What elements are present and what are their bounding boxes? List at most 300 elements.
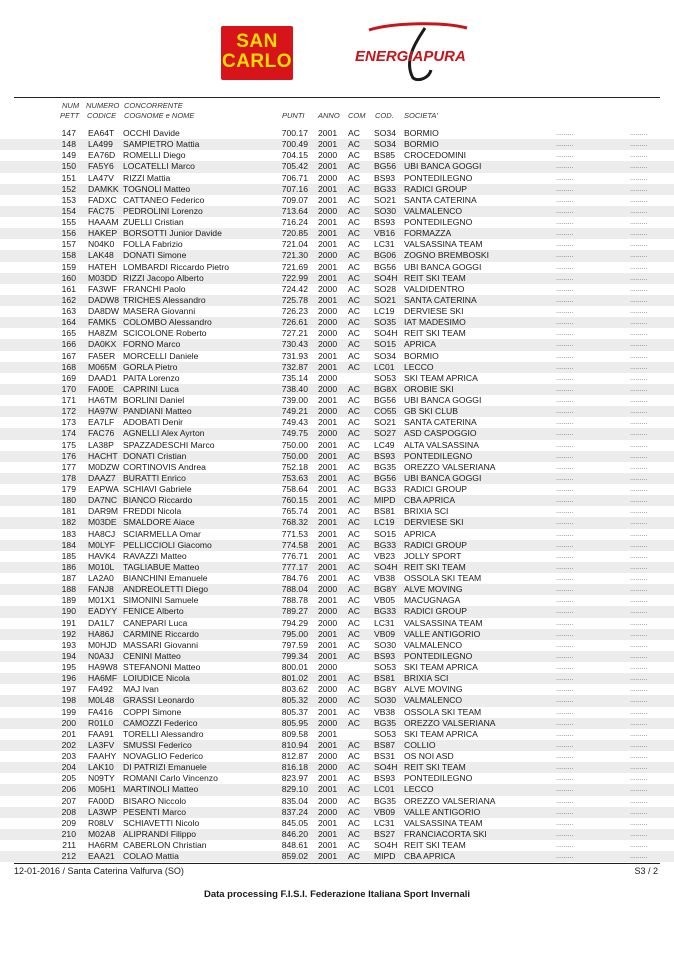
club-code: BG56 [374, 261, 396, 272]
club-code: LC19 [374, 517, 395, 528]
club-code: VB16 [374, 228, 396, 239]
table-row [0, 239, 674, 250]
pett-number: 169 [61, 372, 76, 383]
points: 705.42 [281, 161, 308, 172]
committee: AC [348, 773, 360, 784]
points: 760.15 [281, 495, 308, 506]
athlete-name: DONATI Cristian [123, 450, 187, 461]
athlete-code: HAAAM [88, 217, 119, 227]
athlete-code: M05H1 [88, 784, 116, 795]
placeholder-dots-1: ......... [556, 719, 574, 727]
club-code: CO55 [374, 406, 397, 417]
club-code: MIPD [374, 851, 396, 862]
athlete-name: ALIPRANDI Filippo [123, 828, 197, 839]
pett-number: 172 [61, 406, 76, 417]
points: 810.94 [281, 739, 308, 750]
athlete-code: LA38P [88, 439, 114, 450]
points: 794.29 [281, 617, 308, 628]
placeholder-dots-2: ......... [630, 697, 648, 705]
placeholder-dots-1: ......... [556, 152, 574, 160]
table-row [0, 673, 674, 684]
placeholder-dots-1: ......... [556, 508, 574, 516]
athlete-code: HAVK4 [88, 550, 116, 561]
club-code: VB09 [374, 628, 396, 639]
pett-number: 149 [61, 150, 76, 161]
athlete-name: SAMPIETRO Mattia [123, 139, 200, 150]
birth-year: 2000 [318, 250, 338, 261]
points: 735.14 [281, 372, 308, 383]
club-name: REIT SKI TEAM [404, 762, 466, 773]
athlete-code: M0DZW [88, 461, 120, 472]
birth-year: 2000 [318, 684, 338, 695]
placeholder-dots-2: ......... [630, 385, 648, 393]
table-row [0, 495, 674, 506]
table-row [0, 373, 674, 384]
athlete-code: FA5ER [88, 350, 116, 361]
table-row [0, 807, 674, 818]
placeholder-dots-2: ......... [630, 486, 648, 493]
header-anno: ANNO [318, 111, 340, 120]
header-com: COM [348, 111, 366, 120]
points: 784.76 [281, 573, 308, 583]
placeholder-dots-1: ......... [556, 853, 574, 861]
athlete-code: EA76D [88, 150, 116, 161]
club-code: BS93 [374, 450, 396, 461]
table-row [0, 796, 674, 807]
pett-number: 162 [61, 294, 76, 305]
athlete-name: DONATI Simone [123, 250, 187, 261]
club-code: SO53 [374, 372, 396, 383]
committee: AC [348, 595, 360, 606]
athlete-name: SIMONINI Samuele [123, 595, 199, 606]
placeholder-dots-2: ......... [630, 341, 648, 349]
birth-year: 2001 [318, 350, 338, 361]
placeholder-dots-2: ......... [630, 541, 648, 549]
athlete-code: FA5Y6 [88, 161, 114, 172]
committee: AC [348, 294, 360, 305]
athlete-name: OCCHI Davide [123, 128, 180, 138]
placeholder-dots-2: ......... [630, 530, 648, 538]
birth-year: 2001 [318, 650, 338, 661]
birth-year: 2001 [318, 239, 338, 250]
club-name: OREZZO VALSERIANA [404, 795, 496, 806]
table-row [0, 629, 674, 640]
birth-year: 2001 [318, 395, 338, 405]
committee: AC [348, 395, 360, 405]
athlete-name: ROMELLI Diego [123, 150, 186, 161]
birth-year: 2000 [318, 372, 338, 383]
placeholder-dots-2: ......... [630, 552, 648, 560]
athlete-name: CORTINOVIS Andrea [123, 461, 206, 472]
club-name: APRICA [404, 528, 436, 539]
table-row [0, 751, 674, 762]
club-code: SO53 [374, 662, 396, 672]
athlete-code: FA416 [88, 706, 113, 717]
athlete-name: SCIARMELLA Omar [123, 528, 201, 539]
athlete-name: ROMANI Carlo Vincenzo [123, 773, 218, 784]
athlete-code: DAAD1 [88, 372, 117, 383]
placeholder-dots-1: ......... [556, 486, 574, 493]
athlete-code: EAA21 [88, 851, 115, 862]
club-name: VALMALENCO [404, 695, 463, 706]
points: 788.78 [281, 595, 308, 606]
athlete-name: FRANCHI Paolo [123, 283, 186, 294]
athlete-code: EA64T [88, 128, 115, 138]
points: 859.02 [281, 851, 308, 862]
table-row [0, 506, 674, 517]
club-code: MIPD [374, 495, 396, 506]
club-code: BG35 [374, 717, 396, 728]
points: 706.71 [281, 172, 308, 183]
header-concorrente: CONCORRENTE [124, 101, 183, 110]
pett-number: 187 [61, 573, 76, 583]
athlete-name: FORNO Marco [123, 339, 181, 350]
points: 721.69 [281, 261, 308, 272]
placeholder-dots-1: ......... [556, 230, 574, 238]
birth-year: 2001 [318, 272, 338, 283]
athlete-name: MARTINOLI Matteo [123, 784, 199, 795]
pett-number: 186 [61, 561, 76, 572]
placeholder-dots-1: ......... [556, 630, 574, 638]
club-code: VB09 [374, 806, 396, 817]
club-code: SO28 [374, 283, 396, 294]
birth-year: 2000 [318, 606, 338, 617]
pett-number: 212 [61, 851, 76, 862]
committee: AC [348, 461, 360, 472]
points: 774.58 [281, 539, 308, 550]
athlete-code: M01X1 [88, 595, 116, 606]
table-row [0, 184, 674, 195]
athlete-name: SMUSSI Federico [123, 739, 192, 750]
athlete-name: NOVAGLIO Federico [123, 751, 204, 761]
club-code: LC01 [374, 784, 395, 795]
placeholder-dots-2: ......... [630, 575, 648, 582]
placeholder-dots-1: ......... [556, 308, 574, 315]
athlete-name: PEDROLINI Lorenzo [123, 205, 203, 216]
pett-number: 180 [61, 495, 76, 506]
committee: AC [348, 161, 360, 172]
placeholder-dots-1: ......... [556, 141, 574, 149]
club-code: SO4H [374, 328, 398, 339]
table-row [0, 840, 674, 851]
birth-year: 2001 [318, 628, 338, 639]
club-code: BG8Y [374, 584, 397, 595]
placeholder-dots-2: ......... [630, 597, 648, 605]
footer-rule [14, 863, 660, 864]
points: 777.17 [281, 561, 308, 572]
placeholder-dots-1: ......... [556, 219, 574, 226]
birth-year: 2001 [318, 851, 338, 862]
table-row [0, 551, 674, 562]
club-code: SO27 [374, 428, 396, 439]
pett-number: 184 [61, 539, 76, 550]
placeholder-dots-2: ......... [630, 786, 648, 794]
placeholder-dots-2: ......... [630, 508, 648, 516]
table-row [0, 740, 674, 751]
points: 750.00 [281, 450, 308, 461]
athlete-code: DA0KX [88, 339, 117, 350]
athlete-name: FENICE Alberto [123, 606, 184, 617]
club-code: SO30 [374, 695, 396, 706]
table-row [0, 262, 674, 273]
athlete-code: FANJ8 [88, 584, 114, 595]
table-row [0, 529, 674, 540]
pett-number: 156 [61, 228, 76, 239]
committee: AC [348, 306, 360, 316]
placeholder-dots-1: ......... [556, 463, 574, 471]
points: 732.87 [281, 361, 308, 372]
pett-number: 154 [61, 205, 76, 216]
placeholder-dots-1: ......... [556, 385, 574, 393]
placeholder-dots-2: ......... [630, 141, 648, 149]
placeholder-dots-2: ......... [630, 563, 648, 571]
points: 771.53 [281, 528, 308, 539]
athlete-name: COLAO Mattia [123, 851, 179, 862]
club-code: LC19 [374, 306, 395, 316]
birth-year: 2001 [318, 573, 338, 583]
points: 829.10 [281, 784, 308, 795]
placeholder-dots-2: ......... [630, 130, 648, 137]
athlete-name: PAITA Lorenzo [123, 372, 180, 383]
birth-year: 2000 [318, 662, 338, 672]
points: 700.49 [281, 139, 308, 150]
table-row [0, 640, 674, 651]
birth-year: 2001 [318, 128, 338, 138]
placeholder-dots-1: ......... [556, 808, 574, 816]
logos-header [0, 20, 674, 90]
athlete-code: HA6RM [88, 840, 119, 850]
birth-year: 2000 [318, 205, 338, 216]
club-name: BRIXIA SCI [404, 673, 449, 684]
birth-year: 2000 [318, 317, 338, 328]
athlete-name: SPAZZADESCHI Marco [123, 439, 215, 450]
points: 730.43 [281, 339, 308, 350]
pett-number: 179 [61, 484, 76, 494]
committee: AC [348, 361, 360, 372]
athlete-name: LOCATELLI Marco [123, 161, 195, 172]
points: 799.34 [281, 650, 308, 661]
table-row [0, 351, 674, 362]
placeholder-dots-2: ......... [630, 853, 648, 861]
table-row [0, 195, 674, 206]
table-row [0, 473, 674, 484]
committee: AC [348, 573, 360, 583]
club-name: SANTA CATERINA [404, 417, 477, 428]
club-name: CROCEDOMINI [404, 150, 467, 161]
club-name: VALSASSINA TEAM [404, 239, 483, 250]
points: 795.00 [281, 628, 308, 639]
placeholder-dots-2: ......... [630, 708, 648, 716]
committee: AC [348, 673, 360, 684]
placeholder-dots-2: ......... [630, 797, 648, 805]
club-code: BS87 [374, 739, 396, 750]
pett-number: 192 [61, 628, 76, 639]
athlete-code: HA8ZM [88, 328, 118, 339]
placeholder-dots-1: ......... [556, 341, 574, 349]
athlete-name: LOMBARDI Riccardo Pietro [123, 261, 230, 272]
energiapura-logo [355, 20, 475, 84]
birth-year: 2001 [318, 728, 338, 739]
placeholder-dots-1: ......... [556, 374, 574, 382]
placeholder-dots-2: ......... [630, 519, 648, 527]
energiapura-wordmark: ENERGIAPURA [355, 48, 466, 65]
points: 848.61 [281, 840, 308, 850]
club-code: SO21 [374, 294, 396, 305]
points: 758.64 [281, 484, 308, 494]
committee: AC [348, 561, 360, 572]
table-row [0, 284, 674, 295]
points: 738.40 [281, 383, 308, 394]
committee: AC [348, 495, 360, 506]
athlete-code: FAMK5 [88, 317, 117, 328]
pett-number: 150 [61, 161, 76, 172]
athlete-code: HATEH [88, 261, 117, 272]
points: 845.05 [281, 817, 308, 828]
athlete-code: M010L [88, 561, 115, 572]
club-name: OREZZO VALSERIANA [404, 717, 496, 728]
pett-number: 182 [61, 517, 76, 528]
athlete-name: COPPI Simone [123, 706, 182, 717]
birth-year: 2001 [318, 550, 338, 561]
placeholder-dots-2: ......... [630, 308, 648, 315]
club-name: SKI TEAM APRICA [404, 372, 478, 383]
committee: AC [348, 539, 360, 550]
club-code: SO35 [374, 317, 396, 328]
athlete-code: FAAHY [88, 751, 117, 761]
placeholder-dots-2: ......... [630, 219, 648, 226]
athlete-code: DAMKK [88, 183, 119, 194]
athlete-code: FAA91 [88, 728, 114, 739]
table-row [0, 484, 674, 495]
committee: AC [348, 383, 360, 394]
header-rule [14, 97, 660, 98]
table-row [0, 451, 674, 462]
club-code: VB38 [374, 573, 396, 583]
club-name: SANTA CATERINA [404, 194, 477, 205]
committee: AC [348, 695, 360, 706]
committee: AC [348, 784, 360, 795]
table-row [0, 729, 674, 740]
club-name: LECCO [404, 361, 434, 372]
placeholder-dots-2: ......... [630, 230, 648, 238]
club-code: BG56 [374, 395, 396, 405]
club-name: VALSASSINA TEAM [404, 817, 483, 828]
athlete-name: ANDREOLETTI Diego [123, 584, 209, 595]
pett-number: 202 [61, 739, 76, 750]
athlete-name: DI PATRIZI Emanuele [123, 762, 207, 773]
table-row [0, 718, 674, 729]
club-name: OS NOI ASD [404, 751, 454, 761]
club-name: OSSOLA SKI TEAM [404, 706, 482, 717]
placeholder-dots-2: ......... [630, 586, 648, 594]
pett-number: 200 [61, 717, 76, 728]
committee: AC [348, 739, 360, 750]
committee: AC [348, 817, 360, 828]
pett-number: 147 [61, 128, 76, 138]
club-name: COLLIO [404, 739, 436, 750]
athlete-name: CATTANEO Federico [123, 194, 205, 205]
athlete-name: MASSARI Giovanni [123, 639, 198, 650]
pett-number: 163 [61, 306, 76, 316]
club-code: SO4H [374, 272, 398, 283]
birth-year: 2001 [318, 784, 338, 795]
header-pett: PETT [60, 111, 80, 120]
athlete-name: TORELLI Alessandro [123, 728, 204, 739]
athlete-name: RIZZI Mattia [123, 172, 171, 183]
birth-year: 2001 [318, 595, 338, 606]
placeholder-dots-2: ......... [630, 652, 648, 660]
athlete-code: LAK48 [88, 250, 114, 261]
birth-year: 2001 [318, 773, 338, 784]
placeholder-dots-2: ......... [630, 163, 648, 171]
placeholder-dots-1: ......... [556, 753, 574, 760]
committee: AC [348, 339, 360, 350]
club-name: REIT SKI TEAM [404, 561, 466, 572]
table-row [0, 829, 674, 840]
athlete-code: HA8CJ [88, 528, 116, 539]
club-name: BORMIO [404, 350, 439, 361]
club-name: CBA APRICA [404, 851, 456, 862]
birth-year: 2000 [318, 283, 338, 294]
placeholder-dots-2: ......... [630, 608, 648, 616]
athlete-name: FREDDI Nicola [123, 506, 182, 517]
points: 709.07 [281, 194, 308, 205]
committee: AC [348, 617, 360, 628]
club-name: OROBIE SKI [404, 383, 454, 394]
club-code: BS31 [374, 751, 396, 761]
club-name: PONTEDILEGNO [404, 450, 473, 461]
placeholder-dots-1: ......... [556, 419, 574, 427]
pett-number: 208 [61, 806, 76, 817]
athlete-code: M0HJD [88, 639, 117, 650]
birth-year: 2001 [318, 183, 338, 194]
placeholder-dots-2: ......... [630, 463, 648, 471]
club-name: SANTA CATERINA [404, 294, 477, 305]
birth-year: 2000 [318, 172, 338, 183]
committee: AC [348, 606, 360, 617]
athlete-code: HA86J [88, 628, 114, 639]
club-name: FRANCIACORTA SKI [404, 828, 487, 839]
club-code: BG8Y [374, 684, 397, 695]
placeholder-dots-1: ......... [556, 764, 574, 772]
athlete-code: M0LYF [88, 539, 116, 550]
points: 722.99 [281, 272, 308, 283]
athlete-name: SMALDORE Aiace [123, 517, 195, 528]
club-code: SO4H [374, 762, 398, 773]
club-code: BS85 [374, 150, 396, 161]
table-row [0, 139, 674, 150]
points: 716.24 [281, 217, 308, 227]
birth-year: 2001 [318, 439, 338, 450]
table-row [0, 773, 674, 784]
placeholder-dots-1: ......... [556, 786, 574, 794]
table-row [0, 606, 674, 617]
birth-year: 2000 [318, 306, 338, 316]
placeholder-dots-1: ......... [556, 575, 574, 582]
placeholder-dots-2: ......... [630, 619, 648, 627]
placeholder-dots-2: ......... [630, 252, 648, 260]
club-name: VALMALENCO [404, 639, 463, 650]
birth-year: 2001 [318, 528, 338, 539]
committee: AC [348, 484, 360, 494]
table-row [0, 173, 674, 184]
table-row [0, 395, 674, 406]
club-name: VALDIDENTRO [404, 283, 465, 294]
club-name: UBI BANCA GOGGI [404, 261, 482, 272]
club-name: JOLLY SPORT [404, 550, 462, 561]
table-row [0, 662, 674, 673]
placeholder-dots-2: ......... [630, 819, 648, 827]
